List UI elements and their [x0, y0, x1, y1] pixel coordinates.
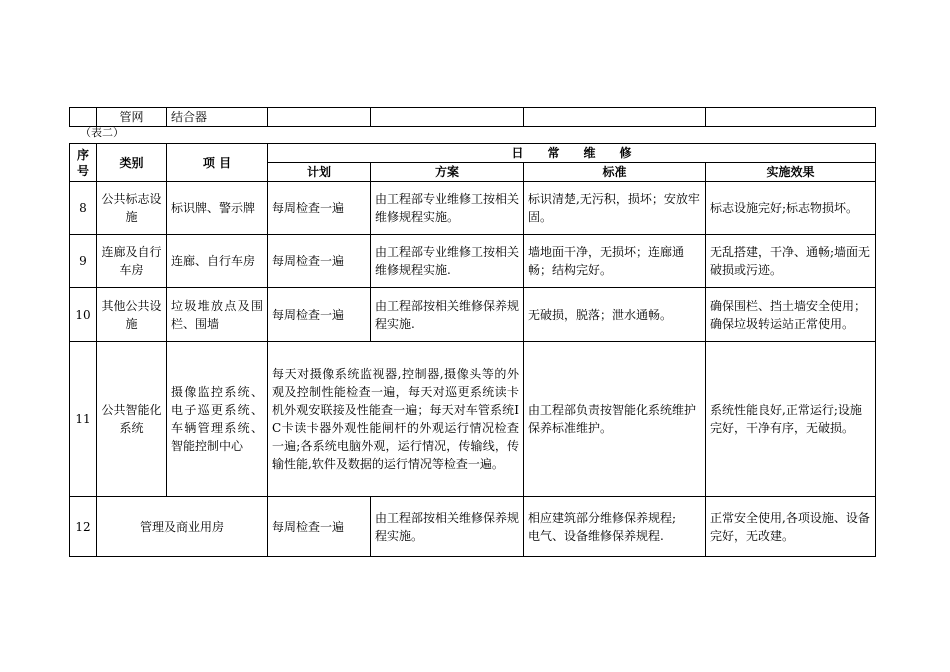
category-cell: 公共智能化系统: [97, 342, 167, 497]
standard-line: 相应建筑部分维修保养规程;: [528, 510, 677, 525]
maintenance-table: [69, 143, 876, 557]
standard-cell: 墙地面干净，无损坏；连廊通畅；结构完好。: [524, 235, 706, 288]
seq-cell: [70, 108, 97, 127]
standard-line: 电气、设备维修保养规程.: [528, 528, 664, 543]
item-cell: 垃圾堆放点及围栏、围墙: [167, 288, 268, 342]
plan-cell: 每周检查一遍: [268, 235, 371, 288]
category-cell: 连廊及自行车房: [97, 235, 167, 288]
scheme-cell: 由工程部按相关维修保养规程实施.: [371, 288, 524, 342]
header-item: 项 目: [167, 144, 268, 182]
standard-cell: 标识清楚,无污积，损坏；安放牢固。: [524, 182, 706, 235]
table-row: [70, 342, 876, 497]
table-row: [70, 497, 876, 557]
effect-cell: 系统性能良好,正常运行;设施完好，干净有序，无破损。: [706, 342, 876, 497]
standard-cell: [524, 108, 706, 127]
effect-cell: 正常安全使用,各项设施、设备完好，无改建。: [706, 497, 876, 557]
category-cell: 公共标志设施: [97, 182, 167, 235]
header-scheme: 方案: [371, 163, 524, 182]
seq-cell: 11: [70, 342, 97, 497]
header-daily-maintenance: 日 常 维 修: [268, 144, 876, 163]
standard-cell: 由工程部负责按智能化系统维护保养标准维护。: [524, 342, 706, 497]
seq-cell: 12: [70, 497, 97, 557]
category-cell: 其他公共设施: [97, 288, 167, 342]
table-row: [70, 288, 876, 342]
effect-cell: 标志设施完好;标志物损坏。: [706, 182, 876, 235]
plan-scheme-cell: 每天对摄像系统监视器,控制器,摄像头等的外观及控制性能检查一遍，每天对巡更系统读卡机外观安联接及性能查一遍；每天对车管系统IC卡读卡器外观性能闸杆的外观运行情况检查一遍;各系统电脑外观，运行情况，传输线，传输性能,软件及数据的运行情况等检查一遍。: [268, 342, 524, 497]
effect-cell: 确保围栏、挡土墙安全使用；确保垃圾转运站正常使用。: [706, 288, 876, 342]
item-cell: 结合器: [167, 108, 268, 127]
header-standard: 标准: [524, 163, 706, 182]
seq-cell: 10: [70, 288, 97, 342]
plan-cell: 每周检查一遍: [268, 497, 371, 557]
scheme-cell: [371, 108, 524, 127]
header-category: 类别: [97, 144, 167, 182]
plan-cell: 每周检查一遍: [268, 288, 371, 342]
scheme-cell: 由工程部按相关维修保养规程实施。: [371, 497, 524, 557]
effect-cell: 无乱搭建，干净、通畅;墙面无破损或污迹。: [706, 235, 876, 288]
header-row: [70, 144, 876, 163]
standard-cell: [524, 497, 706, 557]
plan-cell: [268, 108, 371, 127]
table-row: [70, 235, 876, 288]
table-row: [70, 108, 876, 127]
seq-cell: 8: [70, 182, 97, 235]
header-seq: 序号: [70, 144, 97, 182]
effect-cell: [706, 108, 876, 127]
table-row: [70, 182, 876, 235]
seq-cell: 9: [70, 235, 97, 288]
continued-table-row: [69, 107, 876, 127]
scheme-cell: 由工程部专业维修工按相关维修规程实施。: [371, 182, 524, 235]
category-cell: 管网: [97, 108, 167, 127]
category-item-cell: 管理及商业用房: [97, 497, 268, 557]
item-cell: 摄像监控系统、电子巡更系统、车辆管理系统、智能控制中心: [167, 342, 268, 497]
item-cell: 标识牌、警示牌: [167, 182, 268, 235]
plan-cell: 每周检查一遍: [268, 182, 371, 235]
scheme-cell: 由工程部专业维修工按相关维修规程实施.: [371, 235, 524, 288]
header-plan: 计划: [268, 163, 371, 182]
table-caption: （表二）: [80, 126, 124, 139]
header-effect: 实施效果: [706, 163, 876, 182]
standard-cell: 无破损，脱落；泄水通畅。: [524, 288, 706, 342]
item-cell: 连廊、自行车房: [167, 235, 268, 288]
